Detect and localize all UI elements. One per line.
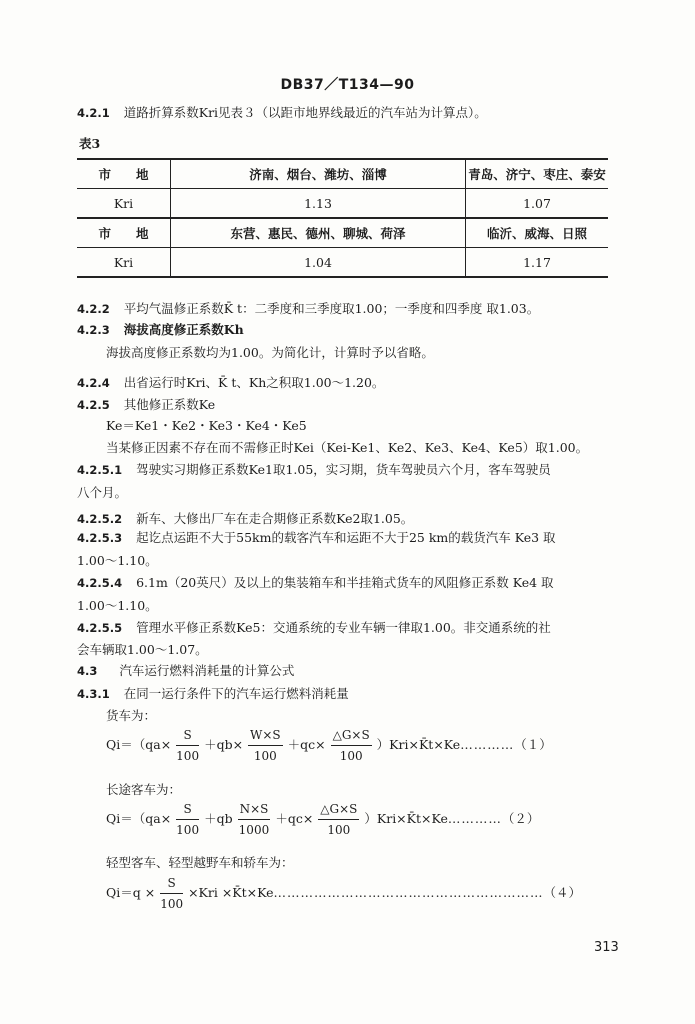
equation-label: 货车为： <box>106 708 157 723</box>
section-number: 4.3.1 <box>77 687 110 701</box>
section-text: 汽车运行燃料消耗量的计算公式 <box>119 663 295 678</box>
fraction: $\frac{\triangle G\times S}{100}$ <box>332 728 370 763</box>
fraction: $\frac{S}{100}$ <box>176 728 200 763</box>
section-body: 海拔高度修正系数均为1.00。为简化计，计算时予以省略。 <box>106 345 434 360</box>
section-4-2-4 <box>77 375 384 391</box>
section-number: 4.2.5 <box>77 398 110 412</box>
fraction: $\frac{N\times S}{1000}$ <box>238 802 270 837</box>
section-text-continued: 会车辆取1.00～1.07。 <box>77 642 208 657</box>
section-text-continued: 八个月。 <box>77 485 128 500</box>
section-number: 4.2.5.5 <box>77 621 123 635</box>
section-4-2-5-3 <box>77 530 556 546</box>
table-row <box>77 159 608 189</box>
leader-dots: ………… <box>460 737 515 752</box>
table-cell: 1.17 <box>466 248 609 278</box>
section-4-2-1 <box>77 105 487 121</box>
table-cell: 1.07 <box>466 189 609 219</box>
section-4-2-5-2 <box>77 511 413 527</box>
equation-number: （１） <box>514 737 552 752</box>
equation-2 <box>106 802 539 837</box>
section-text: 管理水平修正系数Ke5：交通系统的专业车辆一律取1.00。非交通系统的社 <box>136 620 551 635</box>
equation-term: ＋qc× <box>275 811 314 826</box>
section-number: 4.2.5.2 <box>77 512 123 526</box>
section-text: 道路折算系数Kri见表３（以距市地界线最近的汽车站为计算点）。 <box>123 105 487 120</box>
fraction: $\frac{W\times S}{100}$ <box>250 728 281 763</box>
section-4-3 <box>77 663 294 679</box>
table-cell: 东营、惠民、德州、聊城、荷泽 <box>171 218 466 248</box>
equation-tail: ×Kri ×K̄t×Ke <box>188 885 274 900</box>
section-4-2-5-1 <box>77 462 551 478</box>
equation-4 <box>106 876 581 911</box>
document-header: DB37／T134—90 <box>280 77 415 93</box>
table-row <box>77 218 608 248</box>
leader-dots: ………… <box>447 811 502 826</box>
page-number: 313 <box>594 940 619 955</box>
equation-label: 轻型客车、轻型越野车和轿车为： <box>106 855 294 870</box>
equation-term: ＋qb <box>204 811 233 826</box>
section-title: 其他修正系数Ke <box>123 397 216 412</box>
table-3 <box>77 158 608 278</box>
section-text-continued: 1.00～1.10。 <box>77 598 158 613</box>
section-text: 在同一运行条件下的汽车运行燃料消耗量 <box>123 686 349 701</box>
section-4-2-2 <box>77 301 539 317</box>
table-cell: 市 地 <box>77 218 171 248</box>
section-number: 4.2.2 <box>77 302 110 316</box>
section-4-2-5-5 <box>77 620 551 636</box>
table-cell: 临沂、威海、日照 <box>466 218 609 248</box>
leader-dots: …………………………………………………… <box>273 885 544 900</box>
table-cell: 市 地 <box>77 159 171 189</box>
fraction: $\frac{\triangle G\times S}{100}$ <box>320 802 358 837</box>
section-number: 4.2.4 <box>77 376 110 390</box>
section-text: 平均气温修正系数K̄ t：二季度和三季度取1.00；一季度和四季度 取1.03。 <box>123 301 540 316</box>
equation-number: （４） <box>543 885 582 900</box>
section-4-2-5 <box>77 397 215 413</box>
equation-term: ＋qc× <box>287 737 326 752</box>
equation-lhs: Qi＝（qa× <box>106 811 172 826</box>
table-caption: 表3 <box>79 136 101 151</box>
equation-tail: ）Kri×K̄t×Ke <box>376 737 461 752</box>
section-text: 驾驶实习期修正系数Ke1取1.05，实习期，货车驾驶员六个月，客车驾驶员 <box>136 462 551 477</box>
table-cell: Kri <box>77 248 171 278</box>
fraction: $\frac{S}{100}$ <box>160 876 184 911</box>
section-4-2-5-4 <box>77 575 554 591</box>
section-title: 海拔高度修正系数Kh <box>123 322 244 337</box>
table-row <box>77 189 608 219</box>
fraction: $\frac{S}{100}$ <box>176 802 200 837</box>
section-text: 6.1m（20英尺）及以上的集装箱车和半挂箱式货车的风阻修正系数 Ke4 取 <box>136 575 554 590</box>
section-number: 4.3 <box>77 664 98 678</box>
equation-tail: ）Kri×K̄t×Ke <box>364 811 448 826</box>
table-cell: 青岛、济宁、枣庄、泰安 <box>466 159 609 189</box>
table-cell: 济南、烟台、潍坊、淄博 <box>171 159 466 189</box>
section-text: 起讫点运距不大于55km的载客汽车和运距不大于25 km的载货汽车 Ke3 取 <box>136 530 556 545</box>
section-text: 新车、大修出厂车在走合期修正系数Ke2取1.05。 <box>136 511 414 526</box>
equation-term: ＋qb× <box>204 737 244 752</box>
section-4-3-1 <box>77 686 349 702</box>
table-cell: Kri <box>77 189 171 219</box>
equation-lhs: Qi＝（qa× <box>106 737 172 752</box>
equation-1 <box>106 728 552 763</box>
equation-number: （２） <box>501 811 540 826</box>
section-number: 4.2.5.3 <box>77 531 123 545</box>
section-text: 出省运行时Kri、K̄ t、Kh之积取1.00～1.20。 <box>123 375 385 390</box>
section-body: 当某修正因素不存在而不需修正时Kei（Kei-Ke1、Ke2、Ke3、Ke4、Ke5）取1.00。 <box>106 440 589 455</box>
section-4-2-3 <box>77 322 244 338</box>
table-row <box>77 248 608 278</box>
equation-label: 长途客车为： <box>106 782 182 797</box>
formula-ke: Ke＝Ke1・Ke2・Ke3・Ke4・Ke5 <box>106 418 307 433</box>
section-number: 4.2.3 <box>77 323 110 337</box>
section-text-continued: 1.00～1.10。 <box>77 553 158 568</box>
table-cell: 1.04 <box>171 248 466 278</box>
section-number: 4.2.5.1 <box>77 463 123 477</box>
equation-lhs: Qi＝q × <box>106 885 156 900</box>
section-number: 4.2.5.4 <box>77 576 123 590</box>
section-number: 4.2.1 <box>77 106 110 120</box>
table-cell: 1.13 <box>171 189 466 219</box>
